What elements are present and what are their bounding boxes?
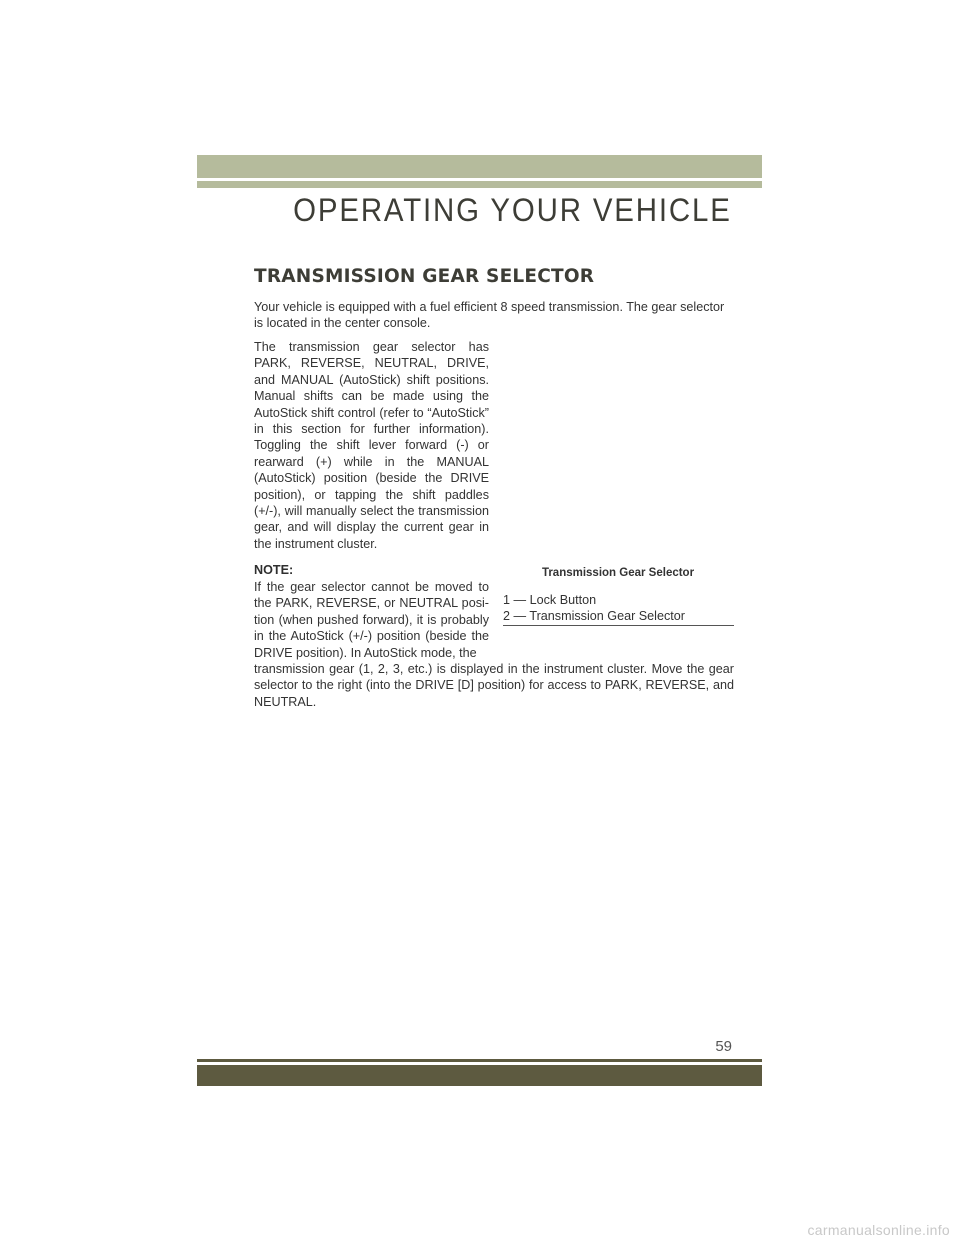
note-label: NOTE:: [254, 563, 294, 577]
footer-band: [197, 1065, 762, 1086]
figure-caption: Transmission Gear Selector: [541, 567, 695, 579]
intro-paragraph: Your vehicle is equipped with a fuel efficient 8 speed transmission. The gear selector is located in the center console.: [254, 300, 725, 331]
page-title: TRANSMISSION GEAR SELECTOR: [254, 266, 595, 287]
section-header: OPERATING YOUR VEHICLE: [293, 192, 732, 228]
header-band: [197, 155, 762, 178]
footer-rule: [197, 1059, 762, 1062]
header-rule: [197, 181, 762, 188]
figure-legend: [503, 592, 734, 624]
legend-divider: [503, 625, 734, 626]
legend-item: 1 — Lock Button: [503, 593, 597, 607]
body-paragraph: The transmission gear selector has PARK, REVERSE, NEUTRAL, DRIVE, and MANUAL (AutoStick) shift positions. Manual shifts can be made using the AutoStick shift control (refer to “AutoStick” in this section for further information). Toggling the shift lever forward (-) or rearward (+) while in the MANUAL (AutoStick) position (beside the DRIVE position), or tapping the shift paddles (+/-), will manually select the transmission gear, and will display the current gear in the instrument cluster.: [254, 340, 489, 551]
note-paragraph-part1: If the gear selector cannot be moved to the PARK, REVERSE, or NEUTRAL position (when pushed forward), it is probably in the AutoStick (+/-) position (beside the DRIVE position). In AutoStick mode, the: [254, 580, 489, 660]
note-paragraph-part2: transmission gear (1, 2, 3, etc.) is displayed in the instrument cluster. Move the gear selector to the right (into the DRIVE [D] position) for access to PARK, REVERSE, and NEUTRAL.: [254, 662, 734, 709]
page-number: 59: [715, 1038, 732, 1055]
watermark: carmanualsonline.info: [807, 1222, 950, 1238]
legend-item: 2 — Transmission Gear Selector: [503, 609, 685, 623]
